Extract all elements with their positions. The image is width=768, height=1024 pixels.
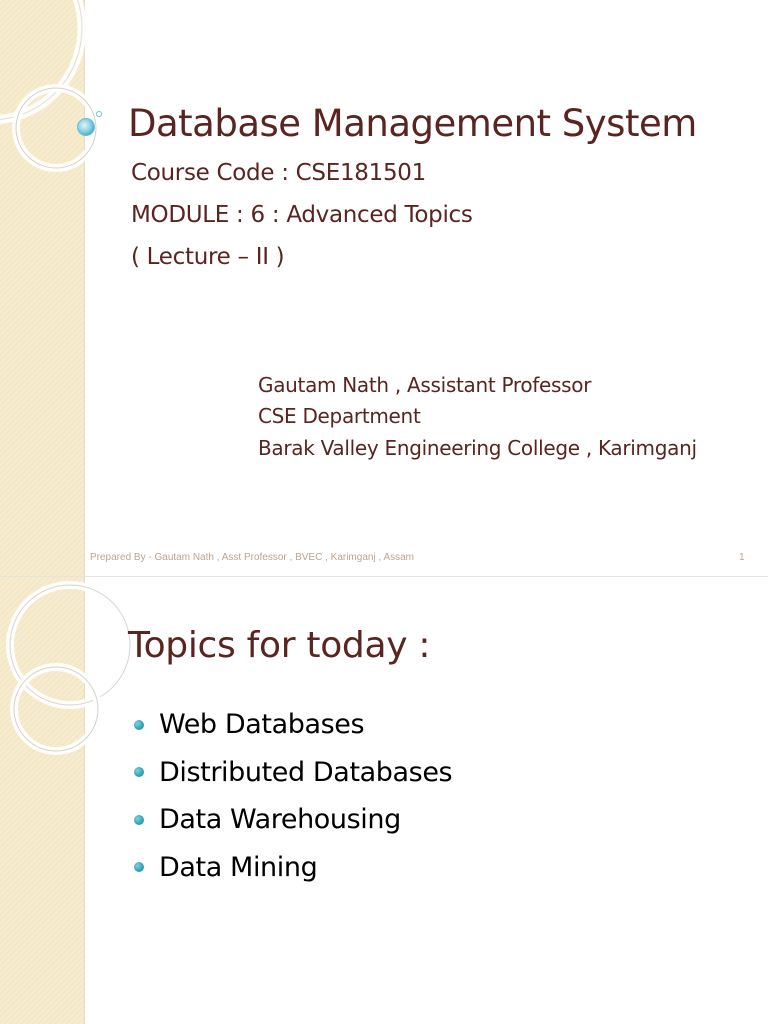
decorative-rings-icon: [0, 577, 140, 1024]
list-item: [134, 701, 452, 749]
bullet-orb-icon: [0, 0, 110, 160]
topic-label: Data Warehousing: [159, 804, 401, 836]
college-line: Barak Valley Engineering College , Karimganj: [258, 436, 697, 460]
module-line: MODULE : 6 : Advanced Topics: [131, 202, 473, 228]
bullet-icon: [134, 767, 144, 777]
slide-decoration-strip: [0, 577, 85, 1024]
lecture-line: ( Lecture – II ): [131, 244, 285, 270]
page-number: 1: [739, 552, 745, 563]
topic-list: [134, 701, 452, 891]
slide-title: Topics for today :: [128, 625, 431, 666]
slide-2: [0, 577, 768, 1024]
bullet-icon: [134, 815, 144, 825]
department-line: CSE Department: [258, 404, 421, 428]
author-name: Gautam Nath , Assistant Professor: [258, 373, 592, 397]
slide-title: Database Management System: [128, 102, 697, 145]
course-code: Course Code : CSE181501: [131, 160, 426, 186]
topic-label: Data Mining: [159, 851, 318, 883]
list-item: [134, 844, 452, 892]
bullet-icon: [134, 720, 144, 730]
list-item: [134, 749, 452, 797]
list-item: [134, 796, 452, 844]
topic-label: Web Databases: [159, 709, 365, 741]
slide-footer: Prepared By - Gautam Nath , Asst Professor , BVEC , Karimganj , Assam: [90, 552, 415, 563]
bullet-icon: [134, 862, 144, 872]
topic-label: Distributed Databases: [159, 756, 453, 788]
